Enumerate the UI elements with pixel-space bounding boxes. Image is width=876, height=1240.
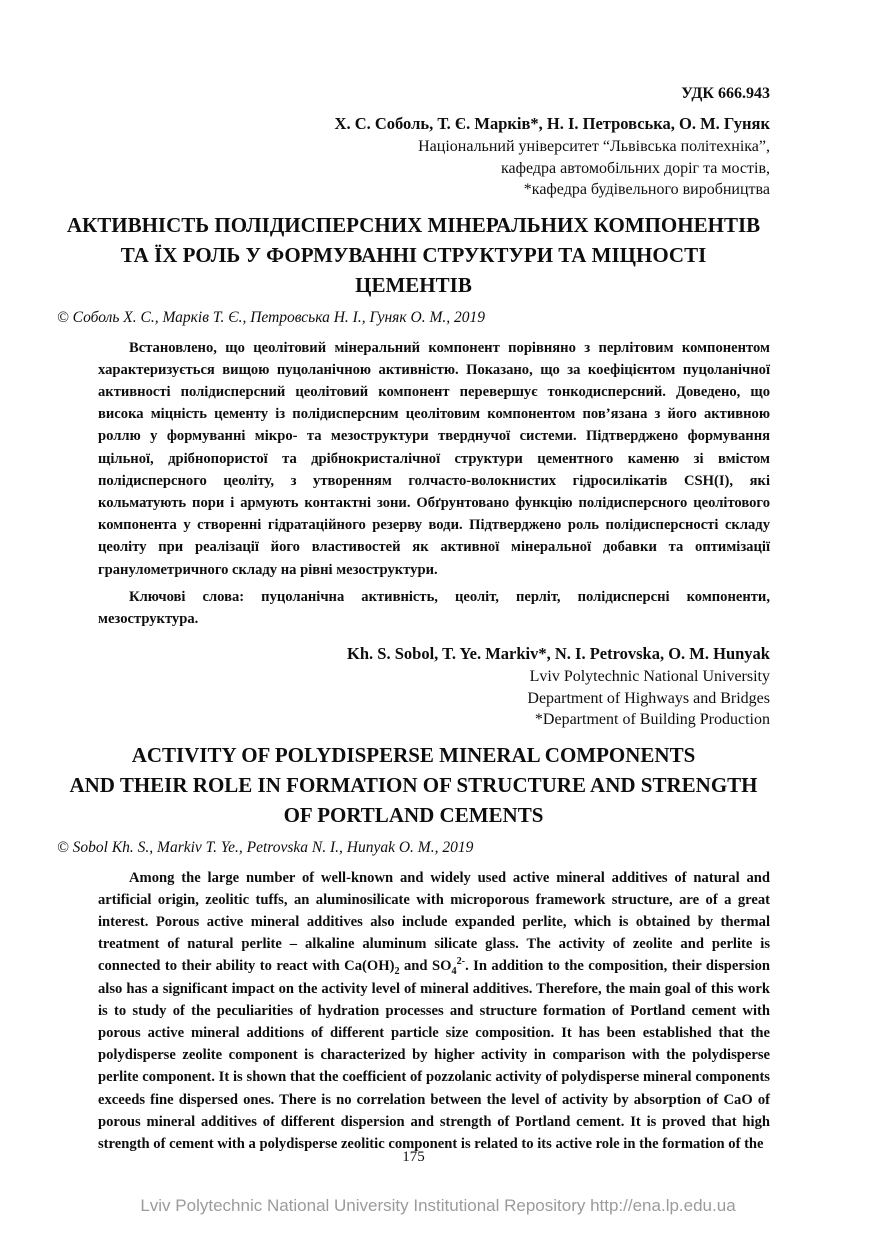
title-en-line-1: ACTIVITY OF POLYDISPERSE MINERAL COMPONENTS xyxy=(131,742,696,767)
copyright-en: © Sobol Kh. S., Markiv T. Ye., Petrovska N. I., Hunyak O. M., 2019 xyxy=(57,838,474,856)
affiliation-en-line-2: Department of Highways and Bridges xyxy=(527,689,770,707)
abstract-ua: Встановлено, що цеолітовий мінеральний компонент порівняно з перлітовим компонентом характеризується вищою пуцоланічною активністю. Показано, що за коефіцієнтом пуцоланічної активності полідисперсний цеолітовий компонент перевершує тонкодисперсний. Доведено, що висока міцність цементу із полідисперсним цеолітовим компонентом пов’язана з його активною роллю у формуванні мікро- та мезоструктури тверднучої системи. Підтверджено формування щільної, дрібнопористої та дрібнокристалічної структури цементного каменю зі вмістом полідисперсного цеоліту, з утворенням голчасто-волокнистих гідросилікатів CSH(I), які кольматують пори і армують контактні зони. Обґрунтовано функцію полідисперсного цеолітового компонента у створенні гідратаційного резерву води. Підтверджено роль полідисперсності складу цеоліту при реалізації його властивостей як активної мінеральної добавки та оптимізації гранулометричного складу на рівні мезоструктури. xyxy=(98,339,770,578)
title-en-line-2: AND THEIR ROLE IN FORMATION OF STRUCTURE AND STRENGTH xyxy=(69,772,758,797)
authors-ua: Х. С. Соболь, Т. Є. Марків*, Н. І. Петровська, О. М. Гуняк xyxy=(334,114,770,133)
title-ua xyxy=(57,210,770,300)
title-en xyxy=(57,740,770,830)
keywords-ua: Ключові слова: пуцоланічна активність, цеоліт, перліт, полідисперсні компоненти, мезоструктура. xyxy=(98,588,770,627)
title-ua-line-1: АКТИВНІСТЬ ПОЛІДИСПЕРСНИХ МІНЕРАЛЬНИХ КОМПОНЕНТІВ xyxy=(66,212,761,237)
page-number: 175 xyxy=(402,1149,425,1165)
title-en-line-3: OF PORTLAND CEMENTS xyxy=(283,802,544,827)
title-ua-line-2: ТА ЇХ РОЛЬ У ФОРМУВАННІ СТРУКТУРИ ТА МІЦНОСТІ xyxy=(120,242,707,267)
affiliation-ua-line-2: кафедра автомобільних доріг та мостів, xyxy=(500,159,770,177)
affiliation-ua xyxy=(57,136,770,201)
affiliation-en xyxy=(57,666,770,731)
affiliation-ua-line-1: Національний університет “Львівська політехніка”, xyxy=(418,138,770,155)
title-ua-line-3: ЦЕМЕНТІВ xyxy=(355,272,472,297)
affiliation-en-line-1: Lviv Polytechnic National University xyxy=(529,668,770,686)
authors-en: Kh. S. Sobol, T. Ye. Markiv*, N. I. Petrovska, O. M. Hunyak xyxy=(347,644,770,664)
repository-footer: Lviv Polytechnic National University Institutional Repository http://ena.lp.edu.ua xyxy=(140,1196,736,1215)
copyright-ua: © Соболь Х. С., Марків Т. Є., Петровська Н. І., Гуняк О. М., 2019 xyxy=(57,308,485,326)
affiliation-ua-line-3: *кафедра будівельного виробництва xyxy=(523,181,770,198)
page-content xyxy=(57,84,770,1155)
udc-code: УДК 666.943 xyxy=(681,85,770,102)
affiliation-en-line-3: *Department of Building Production xyxy=(534,711,770,729)
abstract-en: Among the large number of well-known and widely used active mineral additives of natural and artificial origin, zeolitic tuffs, an aluminosilicate with microporous framework structure, are of a great interest. Porous active mineral additives also include expanded perlite, which is obtained by thermal treatment of natural perlite – alkaline aluminum silicate glass. The activity of zeolite and perlite is connected to their ability to react with $Ca(OH)_2$ and $SO_4^{2-}$. In addition to the composition, their dispersion also has a significant impact on the activity level of mineral additives. Therefore, the main goal of this work is to study of the peculiarities of hydration processes and structure formation of Portland cement with porous active mineral additions of different particle size composition. It has been established that the polydisperse zeolite component is characterized by higher activity in comparison with the polydisperse perlite component. It is shown that the coefficient of pozzolanic activity of polydisperse mineral components exceeds fine dispersed ones. There is no correlation between the level of activity by absorption of CaO of porous mineral additives of different dispersion and strength of Portland cement. It is proved that high strength of cement with a polydisperse zeolitic component is related to its active role in the formation of the xyxy=(98,869,770,1153)
